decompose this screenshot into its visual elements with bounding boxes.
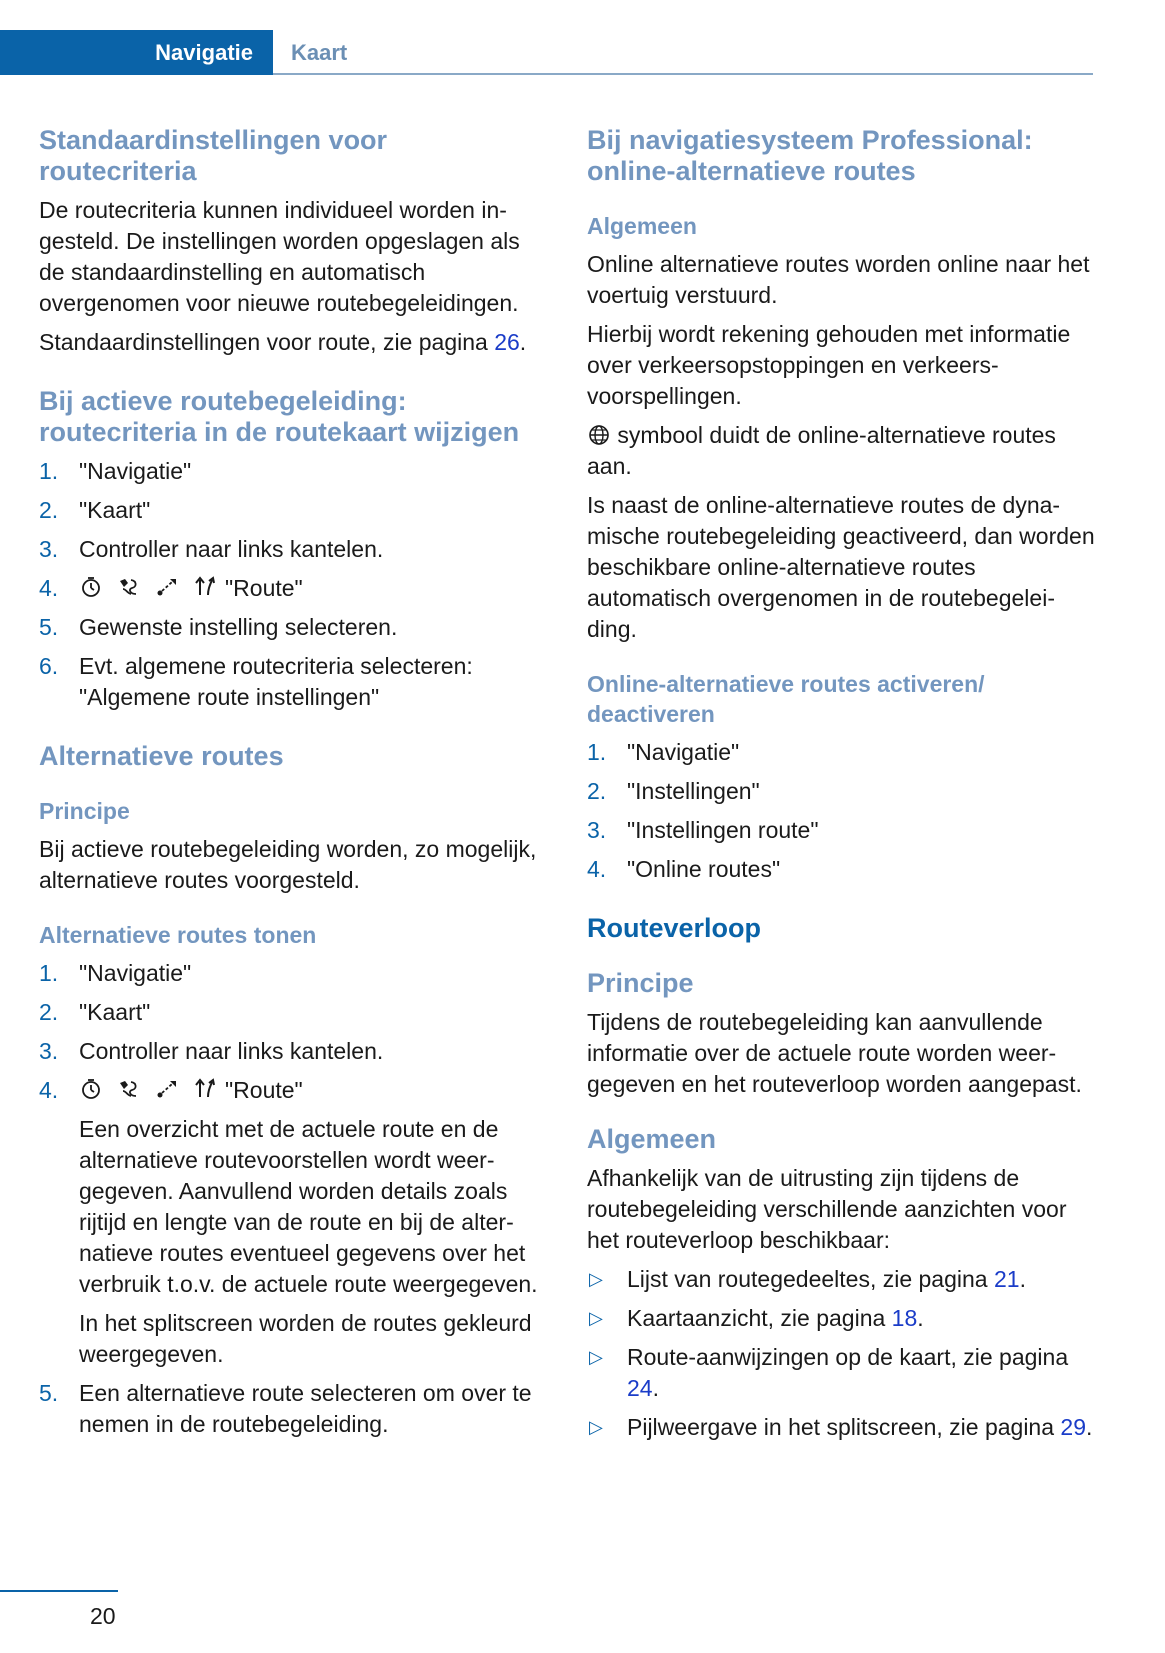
section-title-routecriteria-wijzigen: Bij actieve routebegeleiding: routecriteria in de routekaart wijzigen <box>39 386 520 447</box>
route-icons <box>79 575 217 599</box>
text: . <box>1086 1414 1093 1440</box>
footer-divider <box>0 1590 118 1592</box>
step-number: 4. <box>587 856 607 882</box>
bullet-triangle-icon: ▷ <box>589 1269 603 1289</box>
text: Route-aanwijzingen op de kaart, zie pagina <box>627 1344 1069 1370</box>
route-icons <box>79 1077 217 1101</box>
subsection-title-principe: Principe <box>39 798 130 824</box>
step-item <box>587 737 1097 768</box>
subsection-title-algemeen: Algemeen <box>587 1124 717 1154</box>
clock-icon <box>79 1077 103 1101</box>
paragraph: Hierbij wordt rekening gehouden met informatie over verkeersopstoppingen en verkeersvoorspellingen. <box>587 321 1071 409</box>
step-number: 2. <box>39 999 59 1025</box>
section-title-standaardinstellingen: Standaardinstellingen voor routecriteria <box>39 125 388 186</box>
step-item <box>39 573 549 604</box>
step-text: "Instellingen" <box>627 778 760 804</box>
step-number: 2. <box>587 778 607 804</box>
page-link-24[interactable]: 24 <box>627 1375 653 1401</box>
bullet-item <box>587 1303 1097 1334</box>
step-number: 5. <box>39 1380 59 1406</box>
paragraph: Tijdens de routebegeleiding kan aanvullende informatie over de actuele route worden weergegeven en het routeverloop worden aangepast. <box>587 1009 1082 1097</box>
bullet-triangle-icon: ▷ <box>589 1417 603 1437</box>
step-text: "Route" <box>225 575 303 601</box>
step-item <box>39 612 549 643</box>
step-text: Een alternatieve route selecteren om over te nemen in de routebegeleiding. <box>79 1380 532 1437</box>
step-number: 4. <box>39 1077 59 1103</box>
subsection-title-routes-tonen: Alternatieve routes tonen <box>39 922 317 948</box>
traffic-icon <box>117 575 141 599</box>
text: Standaardinstellingen voor route, zie pagina <box>39 329 495 355</box>
step-number: 2. <box>39 497 59 523</box>
page-link-18[interactable]: 18 <box>891 1305 918 1331</box>
text: . <box>1019 1266 1026 1292</box>
clock-icon <box>79 575 103 599</box>
subsection-title-principe: Principe <box>587 968 694 998</box>
paragraph: Afhankelijk van de uitrusting zijn tijdens de routebegeleiding verschillende aanzichten voor het routeverloop beschikbaar: <box>587 1165 1067 1253</box>
split-arrows-icon <box>193 1077 217 1101</box>
text: Kaartaanzicht, zie pagina <box>627 1305 892 1331</box>
step-text: "Navigatie" <box>79 960 192 986</box>
header-tab-navigatie[interactable]: Navigatie <box>0 30 273 75</box>
step-item <box>587 776 1097 807</box>
step-item <box>39 1075 549 1370</box>
globe-icon <box>587 423 611 447</box>
page-link-21[interactable]: 21 <box>993 1266 1020 1292</box>
step-text: "Online routes" <box>627 856 781 882</box>
traffic-icon <box>117 1077 141 1101</box>
step-number: 3. <box>39 536 59 562</box>
paragraph: Online alternatieve routes worden online naar het voertuig verstuurd. <box>587 251 1090 308</box>
steps-list <box>39 456 549 713</box>
bullet-item <box>587 1412 1097 1443</box>
section-title-routeverloop: Routeverloop <box>587 913 762 943</box>
paragraph-with-link <box>39 327 549 358</box>
text: Pijlweergave in het splitscreen, zie pagina <box>627 1414 1061 1440</box>
section-title-alternatieve-routes: Alternatieve routes <box>39 741 284 771</box>
header-tab-kaart[interactable]: Kaart <box>291 39 348 65</box>
page-link-29[interactable]: 29 <box>1060 1414 1086 1440</box>
step-number: 3. <box>39 1038 59 1064</box>
step-number: 5. <box>39 614 59 640</box>
step-description: In het splitscreen worden de routes gekleurd weergegeven. <box>79 1310 532 1367</box>
steps-list <box>587 737 1097 885</box>
step-item <box>39 1036 549 1067</box>
subsection-title-activeren-deactiveren: Online-alternatieve routes activeren/ deactiveren <box>587 671 985 727</box>
step-number: 4. <box>39 575 59 601</box>
step-number: 1. <box>39 960 59 986</box>
step-item <box>587 854 1097 885</box>
step-text: Controller naar links kantelen. <box>79 536 384 562</box>
step-number: 1. <box>39 458 59 484</box>
step-text: "Instellingen route" <box>627 817 819 843</box>
step-description: Een overzicht met de actuele route en de alternatieve routevoorstellen wordt weergegeven. Aanvullend worden details zoals rijtijd en lengte van de route en bij de alternatieve routes eventueel gegevens over het verbruik t.o.v. de actuele route weergegeven. <box>79 1116 538 1297</box>
text: . <box>652 1375 659 1401</box>
step-item <box>39 495 549 526</box>
step-text: "Route" <box>225 1077 303 1103</box>
step-item <box>39 456 549 487</box>
step-item <box>39 997 549 1028</box>
step-number: 1. <box>587 739 607 765</box>
step-item <box>39 958 549 989</box>
split-arrows-icon <box>193 575 217 599</box>
bullet-item <box>587 1342 1097 1404</box>
paragraph: Bij actieve routebegeleiding worden, zo mogelijk, alternatieve routes voorgesteld. <box>39 836 537 893</box>
route-line-icon <box>155 575 179 599</box>
text: Lijst van routegedeeltes, zie pagina <box>627 1266 994 1292</box>
text: . <box>519 329 527 355</box>
paragraph-with-icon <box>587 420 1097 482</box>
step-number: 6. <box>39 653 59 679</box>
step-text: Gewenste instelling selecteren. <box>79 614 398 640</box>
step-text: "Navigatie" <box>627 739 740 765</box>
bullet-list <box>587 1264 1097 1443</box>
route-line-icon <box>155 1077 179 1101</box>
section-title-online-alternatieve-routes: Bij navigatiesysteem Professional: online-alternatieve routes <box>587 125 1033 186</box>
step-text: "Kaart" <box>79 999 151 1025</box>
page-header <box>0 30 1093 76</box>
step-number: 3. <box>587 817 607 843</box>
text: symbool duidt de online-alternatieve routes aan. <box>587 422 1056 479</box>
step-text: Evt. algemene routecriteria selecteren: "Algemene route instellingen" <box>79 653 473 710</box>
step-text: Controller naar links kantelen. <box>79 1038 384 1064</box>
page-number: 20 <box>90 1603 116 1629</box>
header-divider <box>273 73 1093 75</box>
step-item <box>39 534 549 565</box>
step-text: "Navigatie" <box>79 458 192 484</box>
bullet-triangle-icon: ▷ <box>589 1308 603 1328</box>
step-item <box>39 1378 549 1440</box>
right-column <box>587 125 1097 1451</box>
step-text: "Kaart" <box>79 497 151 523</box>
left-column <box>39 125 549 1448</box>
step-item <box>39 651 549 713</box>
paragraph: De routecriteria kunnen individueel worden ingesteld. De instellingen worden opgeslagen als de standaardinstelling en automatisch overgenomen voor nieuwe routebegeleidingen. <box>39 197 520 316</box>
paragraph: Is naast de online-alternatieve routes de dynamische routebegeleiding geactiveerd, dan worden beschikbare online-alternatieve routes automatisch overgenomen in de routebegeleiding. <box>587 492 1095 642</box>
page-link-26[interactable]: 26 <box>494 329 520 355</box>
steps-list <box>39 958 549 1440</box>
subsection-title-algemeen: Algemeen <box>587 213 697 239</box>
step-item <box>587 815 1097 846</box>
bullet-item <box>587 1264 1097 1295</box>
text: . <box>917 1305 924 1331</box>
bullet-triangle-icon: ▷ <box>589 1347 603 1367</box>
